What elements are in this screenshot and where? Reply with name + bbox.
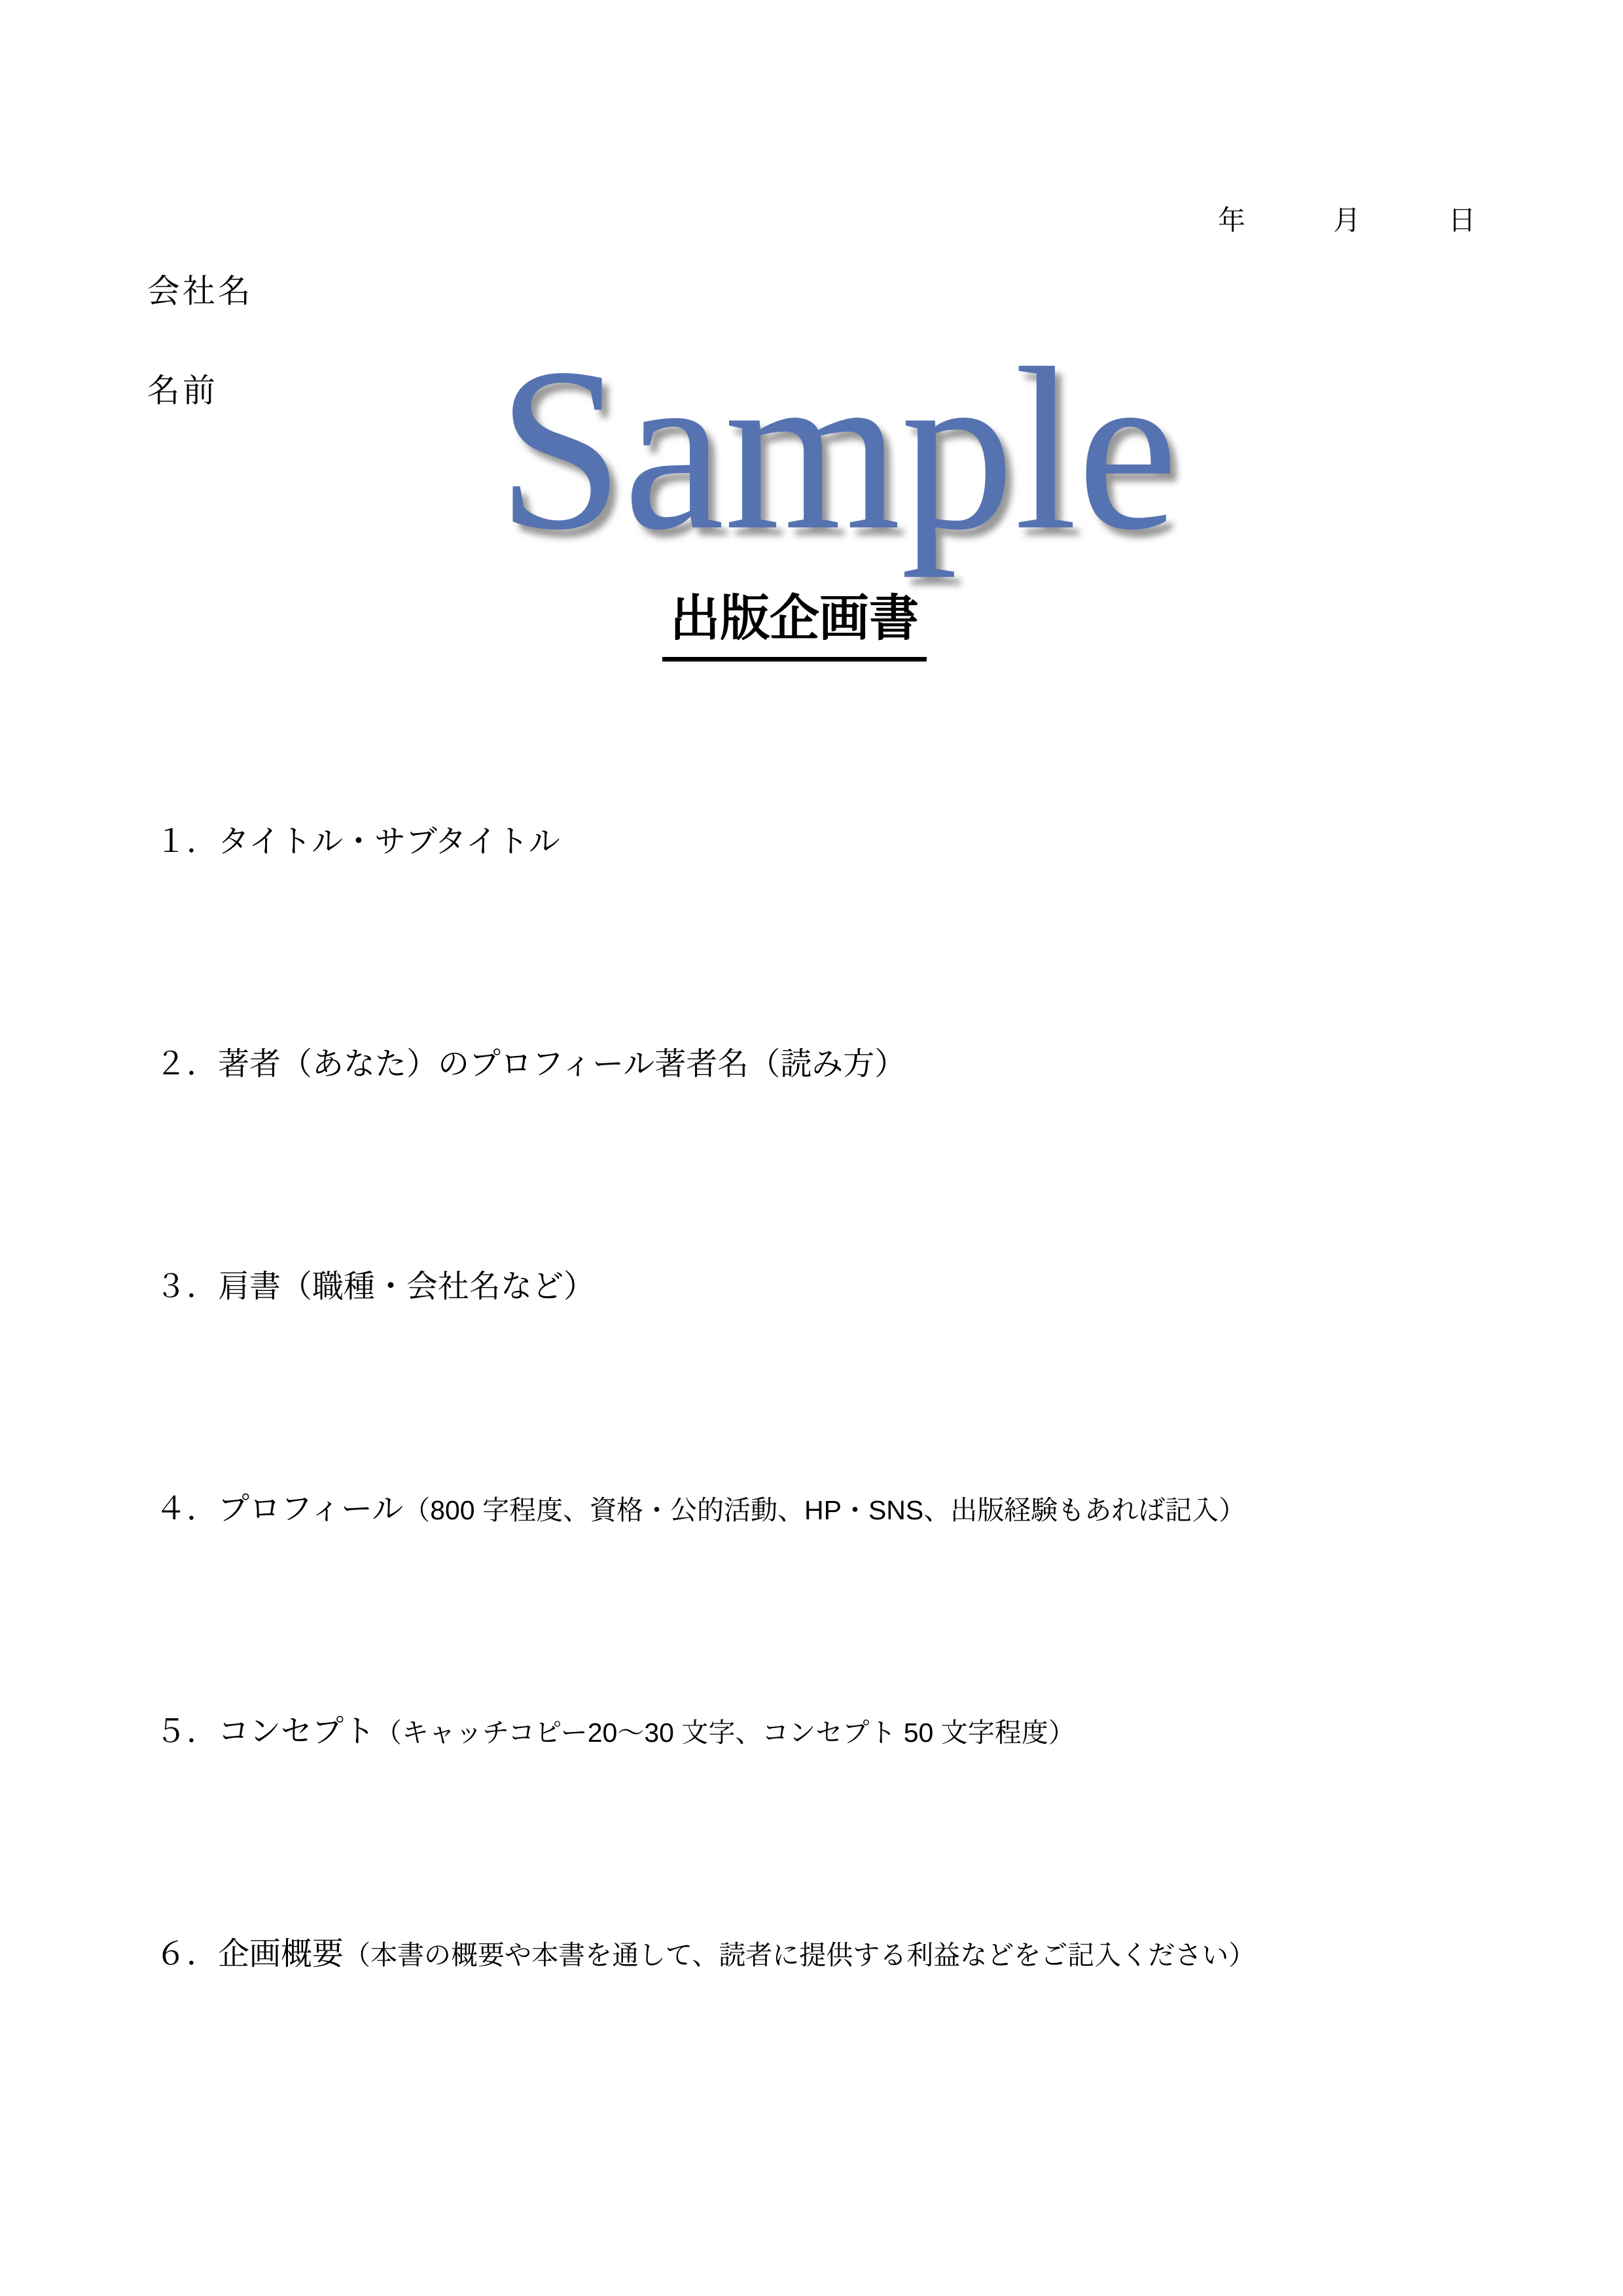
watermark-text: Sample xyxy=(497,321,1178,578)
date-line xyxy=(1218,207,1476,234)
section-label: ５．コンセプト xyxy=(155,1714,376,1749)
month-label: 月 xyxy=(1333,205,1361,236)
day-label: 日 xyxy=(1448,205,1476,236)
section-item-5 xyxy=(155,1713,1075,1751)
company-name-label: 会社名 xyxy=(147,273,253,309)
section-label: ２．著者（あなた）のプロフィール著者名（読み方） xyxy=(155,1047,906,1082)
section-item-1 xyxy=(155,823,560,861)
section-label: ６．企画概要 xyxy=(155,1937,344,1971)
section-label: ４．プロフィール xyxy=(155,1492,404,1527)
section-item-3 xyxy=(155,1268,595,1306)
sample-watermark xyxy=(492,288,1212,595)
section-item-6 xyxy=(155,1935,1255,1973)
section-note: （800 字程度、資格・公的活動、HP・SNS、出版経験もあれば記入） xyxy=(403,1495,1246,1525)
section-label: ３．肩書（職種・会社名など） xyxy=(155,1269,596,1304)
section-item-2 xyxy=(155,1046,906,1084)
document-title: 出版企画書 xyxy=(662,594,927,662)
year-label: 年 xyxy=(1218,205,1246,236)
person-name-label: 名前 xyxy=(147,372,218,409)
section-item-4 xyxy=(155,1491,1245,1528)
section-label: １．タイトル・サブタイトル xyxy=(155,824,560,859)
section-note: （本書の概要や本書を通して、読者に提供する利益などをご記入ください） xyxy=(344,1940,1256,1970)
section-note: （キャッチコピー20～30 文字、コンセプト 50 文字程度） xyxy=(375,1718,1075,1748)
